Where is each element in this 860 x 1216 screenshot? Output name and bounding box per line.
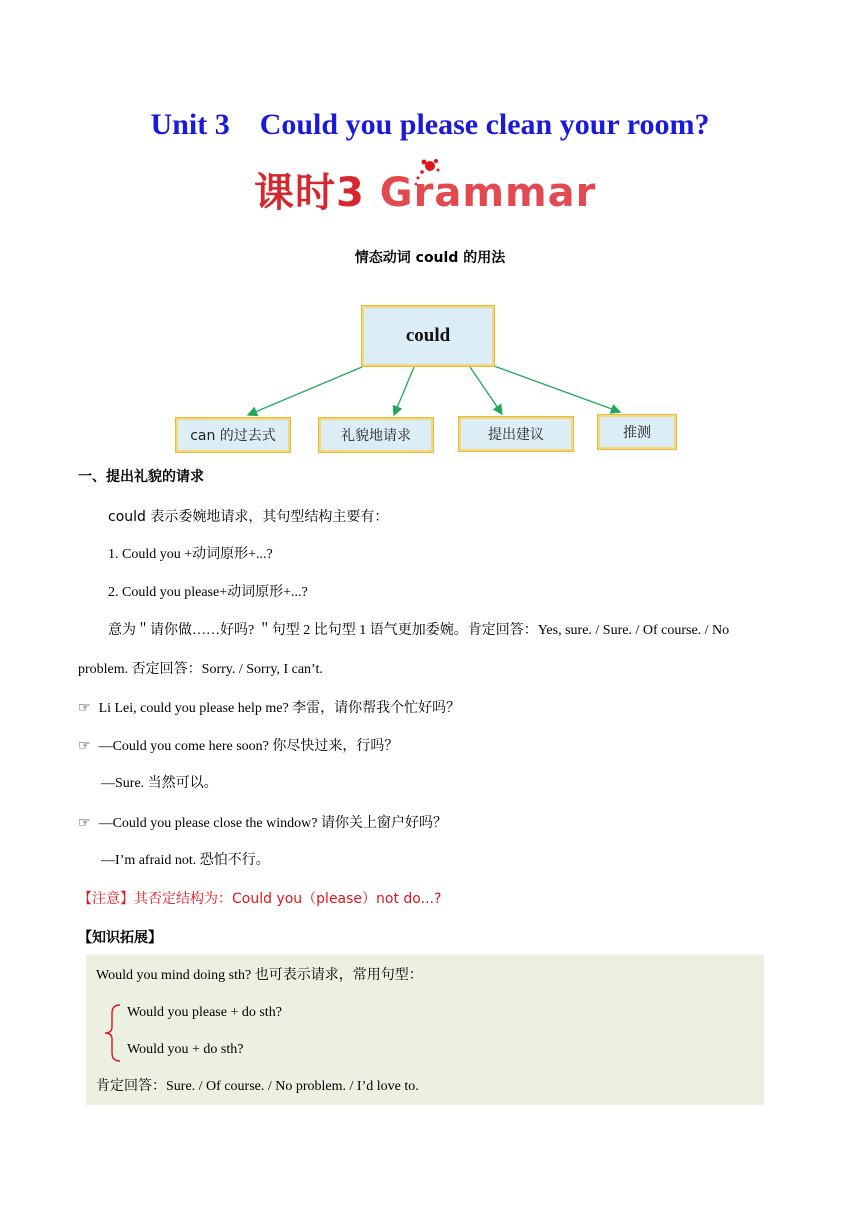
arrow-to-suggestion [470,367,502,414]
diagram-root-node: could [361,305,495,367]
pattern-two: 2. Could you please+动词原形+...? [108,585,308,600]
extension-pattern-one: Would you please + do sth? [127,1005,282,1020]
brace-icon [100,1003,124,1063]
arrow-to-polite-request [394,367,414,415]
extension-heading: 【知识拓展】 [78,930,162,946]
diagram-node-inference: 推测 [597,414,677,450]
example-2-answer: —Sure. 当然可以。 [101,776,218,791]
diagram-node-polite-request: 礼貌地请求 [318,417,434,453]
example-1-text: Li Lei, could you please help me? 李雷，请你帮我个忙好吗？ [98,701,461,716]
extension-intro: Would you mind doing sth? 也可表示请求，常用句型： [96,968,423,983]
pointing-hand-icon: ☞ [78,815,91,831]
example-3-answer: —I’m afraid not. 恐怕不行。 [101,853,270,868]
example-3-question-text: —Could you please close the window? 请你关上窗户好吗？ [98,816,447,831]
intro-text: could 表示委婉地请求，其句型结构主要有： [108,509,389,525]
example-2-question [78,736,398,757]
arrow-to-inference [494,366,620,412]
pointing-hand-icon: ☞ [78,738,91,754]
could-usage-diagram [0,290,860,460]
logo-word: Grammar [379,170,597,216]
extension-answer: 肯定回答：Sure. / Of course. / No problem. / I’d love to. [96,1079,419,1094]
extension-pattern-two: Would you + do sth? [127,1042,244,1057]
pointing-hand-icon: ☞ [78,700,91,716]
note-text: 【注意】其否定结构为：Could you（please）not do...? [78,891,442,907]
pattern-one: 1. Could you +动词原形+...? [108,547,273,562]
example-1 [78,698,460,719]
meaning-text-line2: problem. 否定回答：Sorry. / Sorry, I can’t. [78,662,323,677]
example-2-question-text: —Could you come here soon? 你尽快过来，行吗？ [98,739,399,754]
example-3-question [78,813,447,834]
diagram-node-suggestion: 提出建议 [458,416,574,452]
diagram-node-past-tense: can 的过去式 [175,417,291,453]
logo-prefix: 课时3 [254,170,380,216]
section-heading: 一、提出礼貌的请求 [78,469,204,485]
section-subtitle: 情态动词 could 的用法 [354,250,506,266]
page-title: Unit 3 Could you please clean your room? [150,108,710,141]
lesson-logo [250,158,610,224]
meaning-text-line1: 意为＂请你做……好吗? ＂句型 2 比句型 1 语气更加委婉。肯定回答：Yes, sure. / Sure. / Of course. / No [108,623,730,638]
arrow-to-past-tense [248,367,362,415]
